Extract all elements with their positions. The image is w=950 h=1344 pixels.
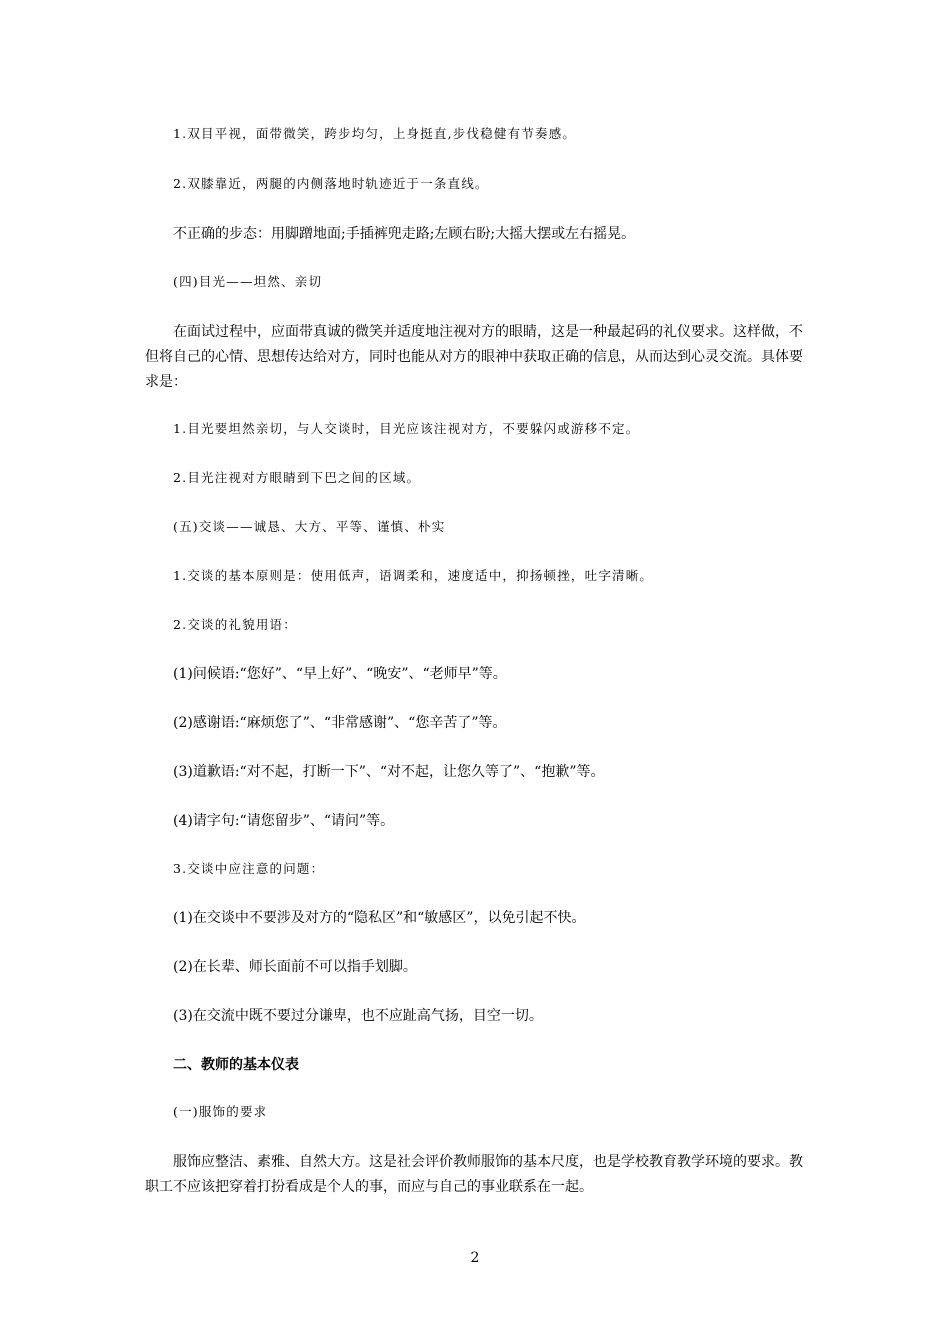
section-heading-dress: (一)服饰的要求 [173, 1104, 268, 1119]
attention-point-2: (2)在长辈、师长面前不可以指手划脚。 [173, 959, 417, 975]
incorrect-gait-text: 不正确的步态：用脚蹭地面;手插裤兜走路;左顾右盼;大摇大摆或左右摇晃。 [173, 226, 636, 242]
polite-phrases-heading: 2.交谈的礼貌用语： [173, 617, 297, 632]
dress-paragraph: 服饰应整洁、素雅、自然大方。这是社会评价教师服饰的基本尺度，也是学校教育教学环境的要求。教职工不应该把穿着打扮看成是个人的事，而应与自己的事业联系在一起。 [145, 1154, 803, 1195]
page-number: 2 [470, 1250, 480, 1266]
attention-point-3: (3)在交流中既不要过分谦卑，也不应趾高气扬，目空一切。 [173, 1008, 543, 1024]
conversation-principle: 1.交谈的基本原则是：使用低声，语调柔和，速度适中，抑扬顿挫，吐字清晰。 [173, 568, 654, 583]
attention-points-heading: 3.交谈中应注意的问题： [173, 861, 325, 876]
gaze-rule-1: 1.目光要坦然亲切，与人交谈时，目光应该注视对方，不要躲闪或游移不定。 [173, 421, 640, 436]
thanks-phrases: (2)感谢语:“麻烦您了”、“非常感谢”、“您辛苦了”等。 [173, 715, 507, 731]
walking-rule-2: 2.双膝靠近，两腿的内侧落地时轨迹近于一条直线。 [173, 176, 489, 191]
gaze-paragraph: 在面试过程中，应面带真诚的微笑并适度地注视对方的眼睛，这是一种最起码的礼仪要求。这样做，不但将自己的心情、思想传达给对方，同时也能从对方的眼神中获取正确的信息，从而达到心灵交流。具体要求是： [145, 324, 803, 390]
request-phrases: (4)请字句:“请您留步”、“请问”等。 [173, 813, 395, 829]
chapter-heading-appearance: 二、教师的基本仪表 [173, 1057, 299, 1073]
gaze-rule-2: 2.目光注视对方眼睛到下巴之间的区域。 [173, 470, 421, 485]
attention-point-1: (1)在交谈中不要涉及对方的“隐私区”和“敏感区”，以免引起不快。 [173, 910, 586, 926]
section-heading-gaze: (四)目光——坦然、亲切 [173, 274, 323, 289]
walking-rule-1: 1.双目平视，面带微笑，跨步均匀，上身挺直,步伐稳健有节奏感。 [173, 126, 577, 141]
section-heading-conversation: (五)交谈——诚恳、大方、平等、谨慎、朴实 [173, 519, 446, 534]
apology-phrases: (3)道歉语:“对不起，打断一下”、“对不起，让您久等了”、“抱歉”等。 [173, 764, 605, 780]
greeting-phrases: (1)问候语:“您好”、“早上好”、“晚安”、“老师早”等。 [173, 666, 507, 682]
